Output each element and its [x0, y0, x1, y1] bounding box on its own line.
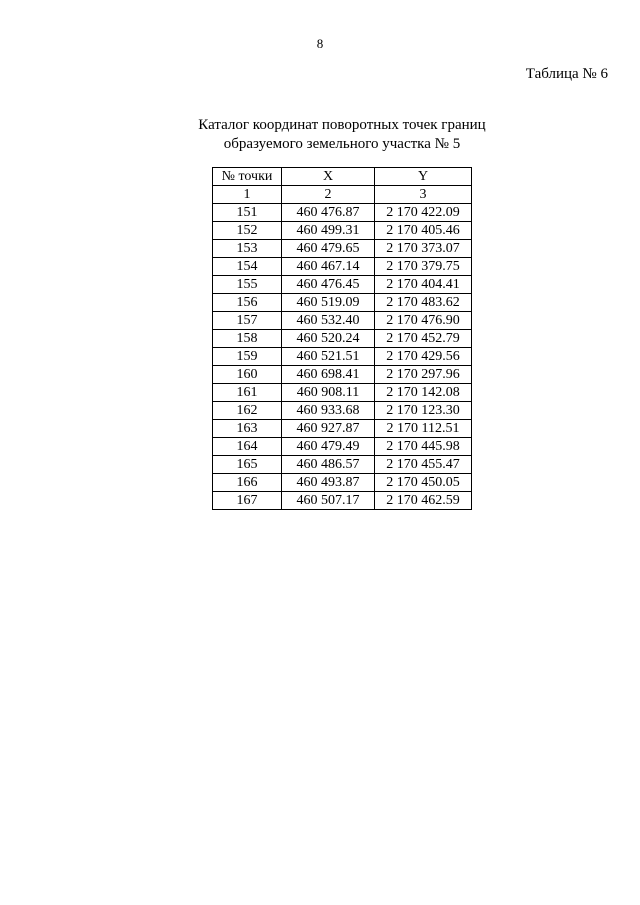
cell-y: 2 170 429.56 — [375, 348, 472, 366]
cell-point-number: 166 — [213, 474, 282, 492]
cell-y: 2 170 123.30 — [375, 402, 472, 420]
cell-y: 2 170 404.41 — [375, 276, 472, 294]
table-header-row — [213, 168, 472, 186]
table-row — [213, 420, 472, 438]
cell-point-number: 164 — [213, 438, 282, 456]
table-row — [213, 276, 472, 294]
cell-y: 2 170 373.07 — [375, 240, 472, 258]
table-row — [213, 402, 472, 420]
cell-y: 2 170 297.96 — [375, 366, 472, 384]
cell-y: 2 170 462.59 — [375, 492, 472, 510]
table-row — [213, 294, 472, 312]
cell-y: 2 170 422.09 — [375, 204, 472, 222]
cell-point-number: 152 — [213, 222, 282, 240]
table-row — [213, 492, 472, 510]
cell-point-number: 161 — [213, 384, 282, 402]
catalog-title-line-2: образуемого земельного участка № 5 — [223, 136, 461, 152]
cell-point-number: 163 — [213, 420, 282, 438]
coordinates-table — [212, 167, 472, 510]
cell-y: 2 170 405.46 — [375, 222, 472, 240]
cell-x: 460 532.40 — [282, 312, 375, 330]
table-label: Таблица № 6 — [525, 66, 608, 82]
table-row — [213, 204, 472, 222]
cell-x: 460 479.49 — [282, 438, 375, 456]
cell-x: 460 467.14 — [282, 258, 375, 276]
table-body — [213, 204, 472, 510]
cell-y: 2 170 483.62 — [375, 294, 472, 312]
cell-y: 2 170 452.79 — [375, 330, 472, 348]
cell-x: 460 479.65 — [282, 240, 375, 258]
table-row — [213, 366, 472, 384]
cell-y: 2 170 445.98 — [375, 438, 472, 456]
column-number-2: 2 — [282, 186, 375, 204]
cell-point-number: 154 — [213, 258, 282, 276]
table-row — [213, 474, 472, 492]
cell-point-number: 167 — [213, 492, 282, 510]
cell-x: 460 486.57 — [282, 456, 375, 474]
cell-x: 460 507.17 — [282, 492, 375, 510]
table-row — [213, 330, 472, 348]
header-point-number: № точки — [213, 168, 282, 186]
cell-x: 460 493.87 — [282, 474, 375, 492]
table-row — [213, 240, 472, 258]
cell-point-number: 156 — [213, 294, 282, 312]
cell-x: 460 519.09 — [282, 294, 375, 312]
catalog-title — [0, 116, 640, 154]
cell-point-number: 162 — [213, 402, 282, 420]
cell-y: 2 170 112.51 — [375, 420, 472, 438]
cell-x: 460 927.87 — [282, 420, 375, 438]
cell-point-number: 158 — [213, 330, 282, 348]
cell-y: 2 170 476.90 — [375, 312, 472, 330]
cell-point-number: 157 — [213, 312, 282, 330]
cell-point-number: 160 — [213, 366, 282, 384]
page-number: 8 — [316, 36, 324, 51]
cell-y: 2 170 379.75 — [375, 258, 472, 276]
cell-x: 460 499.31 — [282, 222, 375, 240]
cell-y: 2 170 450.05 — [375, 474, 472, 492]
cell-y: 2 170 142.08 — [375, 384, 472, 402]
cell-point-number: 155 — [213, 276, 282, 294]
column-number-3: 3 — [375, 186, 472, 204]
table-row — [213, 438, 472, 456]
cell-point-number: 159 — [213, 348, 282, 366]
table-column-number-row — [213, 186, 472, 204]
cell-x: 460 476.87 — [282, 204, 375, 222]
cell-y: 2 170 455.47 — [375, 456, 472, 474]
table-row — [213, 456, 472, 474]
table-row — [213, 348, 472, 366]
column-number-1: 1 — [213, 186, 282, 204]
cell-point-number: 165 — [213, 456, 282, 474]
cell-x: 460 520.24 — [282, 330, 375, 348]
header-x: X — [282, 168, 375, 186]
table-row — [213, 384, 472, 402]
cell-x: 460 521.51 — [282, 348, 375, 366]
cell-x: 460 933.68 — [282, 402, 375, 420]
table-row — [213, 222, 472, 240]
cell-point-number: 151 — [213, 204, 282, 222]
table-row — [213, 258, 472, 276]
header-y: Y — [375, 168, 472, 186]
table-row — [213, 312, 472, 330]
cell-x: 460 698.41 — [282, 366, 375, 384]
cell-x: 460 476.45 — [282, 276, 375, 294]
cell-x: 460 908.11 — [282, 384, 375, 402]
catalog-title-line-1: Каталог координат поворотных точек границ — [198, 117, 486, 133]
cell-point-number: 153 — [213, 240, 282, 258]
